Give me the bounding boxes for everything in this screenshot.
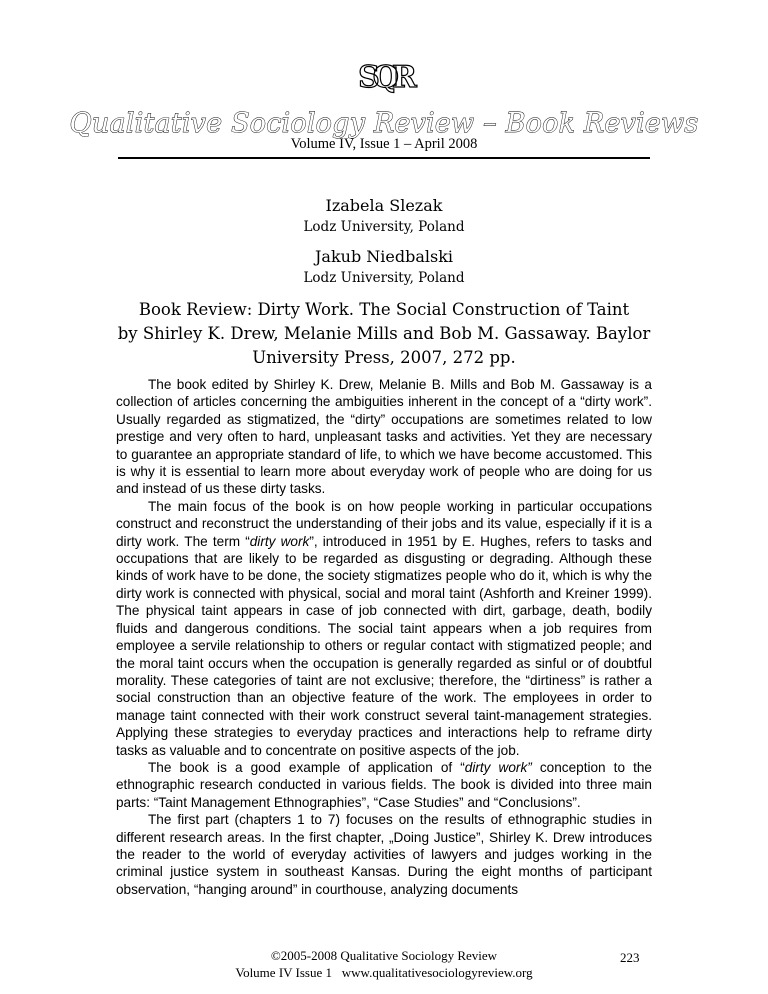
author-affiliation: Lodz University, Poland [303,219,465,235]
italic-term: dirty work” [464,759,532,775]
journal-title: Qualitative Sociology Review – Book Reviews [69,108,699,139]
page-footer [160,947,608,981]
sqr-logo [350,60,418,94]
footer-volume-url: Volume IV Issue 1 www.qualitativesociologyreview.org [235,965,533,980]
author-name: Izabela Slezak [325,196,443,215]
review-title-line: by Shirley K. Drew, Melanie Mills and Bob M. Gassaway. Baylor [117,324,651,343]
paragraph: The book edited by Shirley K. Drew, Melanie B. Mills and Bob M. Gassaway is a collection of articles concerning the ambiguities inherent in the concept of a “dirty work”. Usually regarded as stigmatized, the “dirty” occupations are sometimes related to low prestige and very often to hard, unpleasant tasks and activities. Yet they are necessary to guarantee an appropriate standard of life, to which we have become accustomed. This is why it is essential to learn more about everyday work of people who are doing for us and instead of us these dirty tasks. [116,377,652,497]
review-title [74,298,694,370]
page-number: 223 [620,950,640,965]
italic-term: dirty work [249,533,310,549]
paragraph: The main focus of the book is on how people working in particular occupations construct and reconstruct the understanding of their jobs and its value, especially if it is a dirty work. The term “dirty work”, introduced in 1951 by E. Hughes, refers to tasks and occupations that are likely to be regarded as disgusting or degrading. Although these kinds of work have to be done, the society stigmatizes people who do it, which is why the dirty work is connected with physical, social and moral taint (Ashforth and Kreiner 1999). The physical taint appears in case of job connected with dirt, garbage, death, bodily fluids and dangerous conditions. The social taint appears when a job requires from employee a servile relationship to others or regular contact with stigmatized people; and the moral taint occurs when the occupation is generally regarded as sinful or of doubtful morality. These categories of taint are not exclusive; therefore, the “dirtiness” is rather a social construction than an objective feature of the work. The employees in order to manage taint connected with their work construct several taint-management strategies. Applying these strategies to everyday practices and interactions help to reframe dirty tasks as valuable and to concentrate on positive aspects of the job. [116,498,652,758]
author-name: Jakub Niedbalski [314,247,454,266]
issue-line: Volume IV, Issue 1 – April 2008 [290,136,478,152]
header-rule [118,157,650,159]
copyright-line: ©2005-2008 Qualitative Sociology Review [270,948,498,963]
review-body [116,376,652,898]
svg-text:SQR: SQR [358,60,410,94]
paragraph: The first part (chapters 1 to 7) focuses on the results of ethnographic studies in different research areas. In the first chapter, „Doing Justice”, Shirley K. Drew introduces the reader to the world of everyday activities of lawyers and judges working in the criminal justice system in southeast Kansas. During the eight months of participant observation, “hanging around” in courthouse, analyzing documents [116,812,652,897]
author-affiliation: Lodz University, Poland [303,270,465,286]
review-title-line: Book Review: Dirty Work. The Social Construction of Taint [138,300,630,319]
review-title-line: University Press, 2007, 272 pp. [252,348,516,367]
paragraph: The book is a good example of application of “dirty work” conception to the ethnographic research conducted in various fields. The book is divided into three main parts: “Taint Management Ethnographies”, “Case Studies” and “Conclusions”. [116,759,652,810]
